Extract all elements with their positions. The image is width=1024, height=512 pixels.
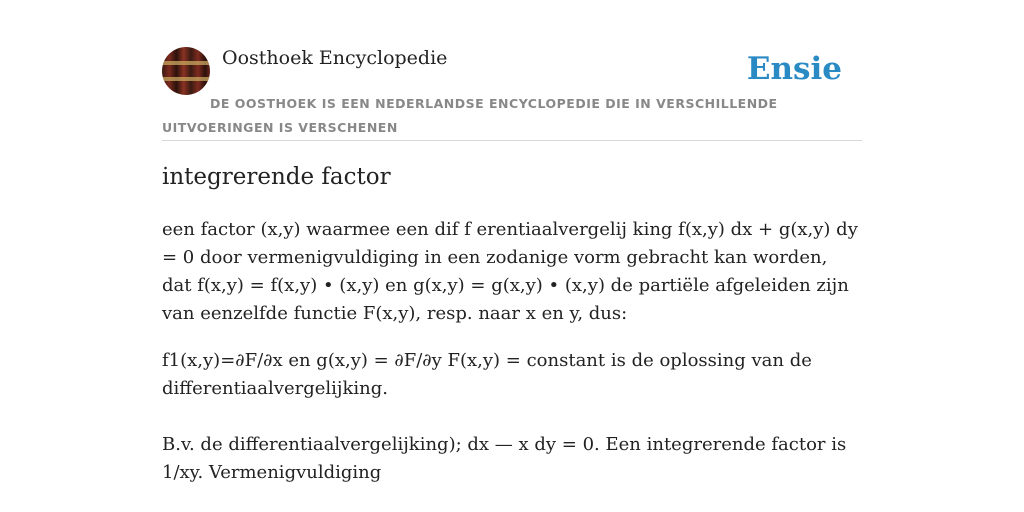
page-container	[162, 0, 862, 483]
article-title: integrerende factor	[162, 164, 391, 190]
article-body	[162, 216, 862, 487]
encyclopedia-avatar[interactable]	[162, 47, 210, 95]
page-header	[162, 0, 862, 141]
brand-logo[interactable]: Ensie	[746, 51, 842, 87]
site-tagline: DE OOSTHOEK IS EEN NEDERLANDSE ENCYCLOPEDIE DIE IN VERSCHILLENDE UITVOERINGEN IS VERSCHENEN	[162, 96, 778, 135]
article-paragraph: een factor (x,y) waarmee een dif f erentiaalvergelij king f(x,y) dx + g(x,y) dy = 0 door vermenigvuldiging in een zodanige vorm gebracht kan worden, dat f(x,y) = f(x,y) • (x,y) en g(x,y) = g(x,y) • (x,y) de partiële afgeleiden zijn van eenzelfde functie F(x,y), resp. naar x en y, dus:	[162, 219, 858, 324]
article-paragraph: f1(x,y)=∂F/∂x en g(x,y) = ∂F/∂y F(x,y) = constant is de oplossing van de differentiaalvergelijking.	[162, 350, 812, 399]
site-name[interactable]: Oosthoek Encyclopedie	[222, 47, 448, 69]
article-paragraph: B.v. de differentiaalvergelijking); dx — x dy = 0. Een integrerende factor is 1/xy. Vermenigvuldiging	[162, 434, 847, 483]
